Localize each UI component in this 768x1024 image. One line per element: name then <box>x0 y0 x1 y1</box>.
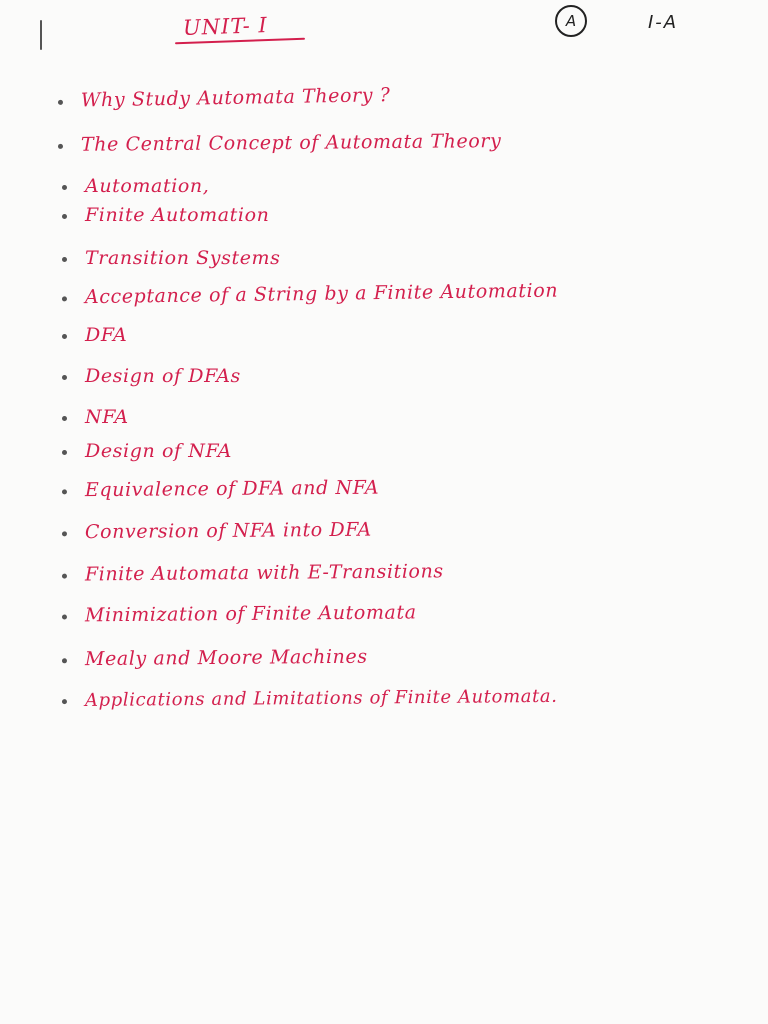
topic-label: Why Study Automata Theory ? <box>80 84 391 112</box>
bullet-dot <box>62 257 67 262</box>
bullet-dot <box>62 296 67 301</box>
topic-label: Minimization of Finite Automata <box>84 601 417 627</box>
topic-item <box>62 686 558 722</box>
topic-label: Finite Automata with E-Transitions <box>84 560 444 586</box>
topic-item <box>62 601 417 636</box>
topic-label: Acceptance of a String by a Finite Automation <box>84 279 559 309</box>
topic-label: Automation, <box>85 175 210 197</box>
bullet-dot <box>62 573 67 578</box>
bullet-dot <box>62 375 67 380</box>
bullet-dot <box>62 185 67 190</box>
bullet-dot <box>62 214 67 219</box>
topic-item <box>62 175 209 207</box>
bullet-dot <box>62 416 67 421</box>
bullet-dot <box>62 658 67 663</box>
bullet-dot <box>62 531 67 536</box>
topic-label: Applications and Limitations of Finite Automata. <box>84 685 558 711</box>
circled-letter: A <box>555 5 587 37</box>
bullet-dot <box>58 99 63 104</box>
topic-label: The Central Concept of Automata Theory <box>80 130 502 156</box>
topic-item <box>62 247 281 279</box>
topic-item <box>62 477 379 512</box>
topic-item <box>62 560 444 595</box>
topic-item <box>62 324 127 356</box>
topic-label: Mealy and Moore Machines <box>84 645 368 671</box>
topic-label: Conversion of NFA into DFA <box>84 518 372 544</box>
topic-label: Finite Automation <box>85 204 270 226</box>
topic-item <box>62 365 241 397</box>
topic-item <box>62 646 368 681</box>
bullet-dot <box>62 450 67 455</box>
topic-label: NFA <box>85 406 129 428</box>
topic-item <box>62 440 232 472</box>
bullet-dot <box>62 614 67 619</box>
bullet-dot <box>62 334 67 339</box>
bullet-dot <box>62 489 67 494</box>
topic-label: Design of DFAs <box>85 365 241 387</box>
page-title: UNIT- I <box>182 13 269 40</box>
topic-item <box>62 406 129 438</box>
topic-item <box>62 280 559 319</box>
topic-item <box>62 204 269 236</box>
bullet-dot <box>58 143 63 148</box>
topic-label: Equivalence of DFA and NFA <box>84 476 380 502</box>
topic-item <box>58 130 502 166</box>
topic-label: DFA <box>85 324 128 346</box>
topic-label: Transition Systems <box>85 247 281 269</box>
topic-label: Design of NFA <box>85 440 232 462</box>
section-label: I-A <box>648 12 679 33</box>
bullet-dot <box>62 699 67 704</box>
topic-item <box>58 84 391 122</box>
topic-item <box>62 519 372 554</box>
